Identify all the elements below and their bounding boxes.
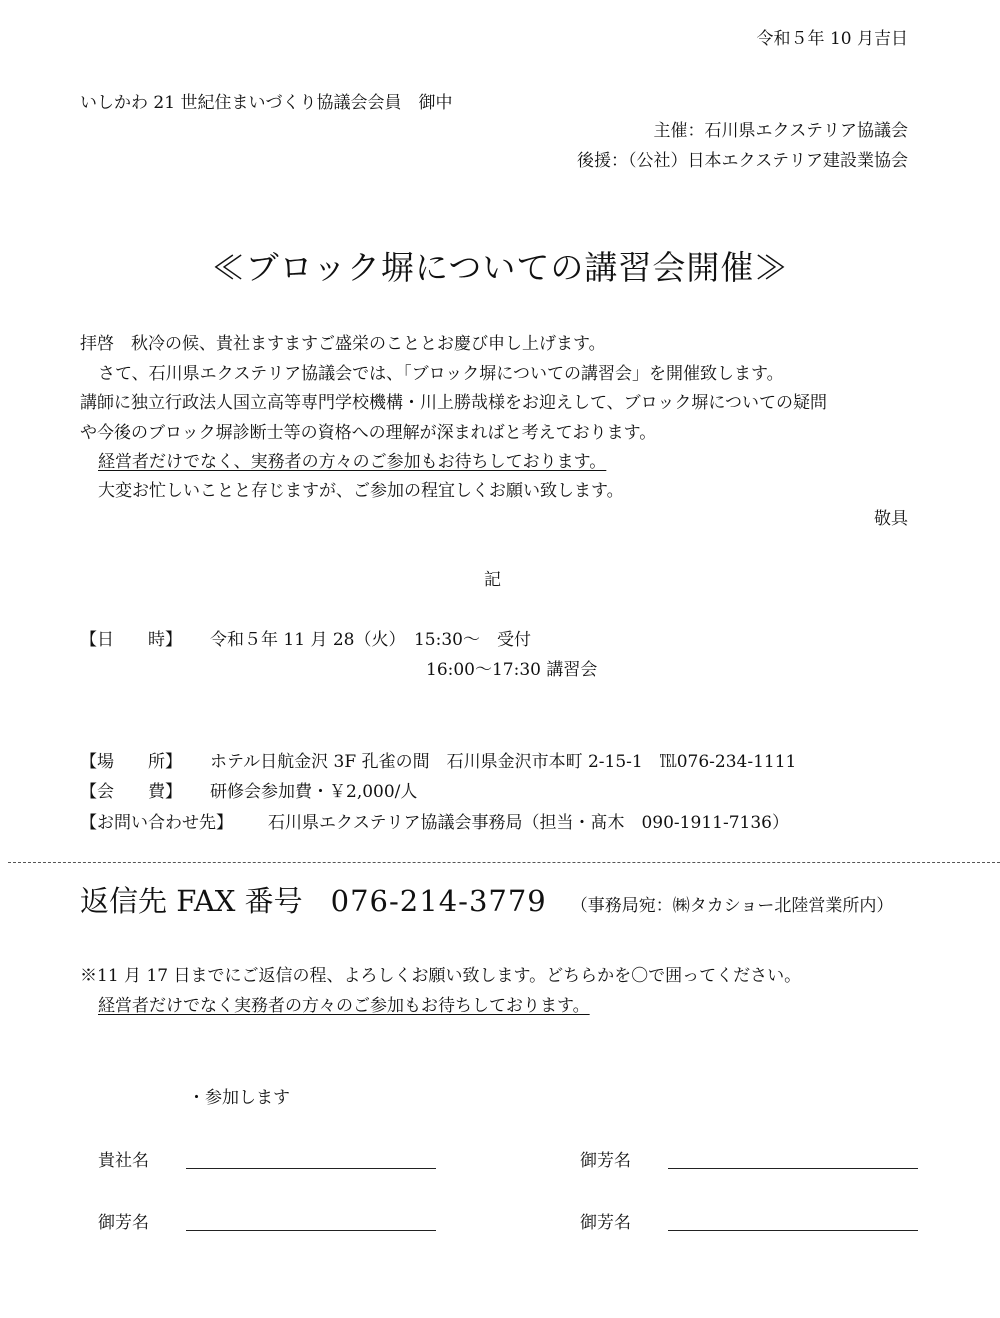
attendee-name-field-3[interactable] (668, 1230, 918, 1231)
cut-line-divider (8, 862, 1000, 863)
request-line: 大変お忙しいことと存じますが、ご参加の程宜しくお願い致します。 (98, 481, 624, 501)
contact-label: 【お問い合わせ先】 (80, 813, 233, 833)
place-label: 【場 所】 (80, 752, 182, 772)
company-name-field[interactable] (186, 1168, 436, 1169)
greeting-line: 拝啓 秋冷の候、貴社ますますご盛栄のこととお慶び申し上げます。 (80, 334, 606, 354)
organizer: 主催：石川県エクステリア協議会 (653, 121, 908, 141)
lecturer-line: 講師に独立行政法人国立高等専門学校機構・川上勝哉様をお迎えして、ブロック塀についての疑問 (80, 393, 827, 413)
attendee-name-label-1: 御芳名 (580, 1151, 631, 1171)
contact-value: 石川県エクステリア協議会事務局（担当・髙木 090-1911-7136） (268, 813, 789, 833)
fax-heading (80, 884, 893, 923)
document-date: 令和５年 10 月吉日 (756, 29, 908, 49)
ki-heading: 記 (484, 570, 501, 590)
place-value: ホテル日航金沢 3F 孔雀の間 石川県金沢市本町 2-15-1 ℡076-234-1111 (210, 752, 797, 772)
fee-value: 研修会参加費・￥2,000/人 (210, 782, 418, 802)
fax-note: （事務局宛：㈱タカショー北陸営業所内） (570, 896, 894, 916)
fee-label: 【会 費】 (80, 782, 182, 802)
reply-invitation-line: 経営者だけでなく実務者の方々のご参加もお待ちしております。 (98, 996, 590, 1016)
attendee-name-field-2[interactable] (186, 1230, 436, 1231)
purpose-line: や今後のブロック塀診断士等の資格への理解が深まればと考えております。 (80, 423, 657, 443)
attendee-name-field-1[interactable] (668, 1168, 918, 1169)
attend-option[interactable]: ・参加します (188, 1088, 290, 1108)
company-name-label: 貴社名 (98, 1151, 149, 1171)
reply-deadline-note: ※11 月 17 日までにご返信の程、よろしくお願い致します。どちらかを〇で囲ってください。 (80, 966, 802, 986)
attendee-name-label-2: 御芳名 (98, 1213, 149, 1233)
document-title: ≪ブロック塀についての講習会開催≫ (211, 248, 789, 287)
datetime-value: 令和５年 11 月 28（火） 15:30～ 受付 (210, 630, 531, 650)
fax-number: 076-214-3779 (330, 884, 547, 918)
fax-label: 返信先 FAX 番号 (80, 884, 303, 918)
datetime-value-2: 16:00～17:30 講習会 (426, 660, 598, 680)
recipient: いしかわ 21 世紀住まいづくり協議会会員 御中 (80, 93, 453, 113)
datetime-label: 【日 時】 (80, 630, 182, 650)
attendee-name-label-3: 御芳名 (580, 1213, 631, 1233)
invitation-line: 経営者だけでなく、実務者の方々のご参加もお待ちしております。 (98, 452, 607, 472)
closing-word: 敬具 (874, 509, 908, 529)
supporter: 後援：（公社）日本エクステリア建設業協会 (577, 151, 908, 171)
intro-line: さて、石川県エクステリア協議会では、「ブロック塀についての講習会」を開催致します。 (98, 364, 784, 384)
